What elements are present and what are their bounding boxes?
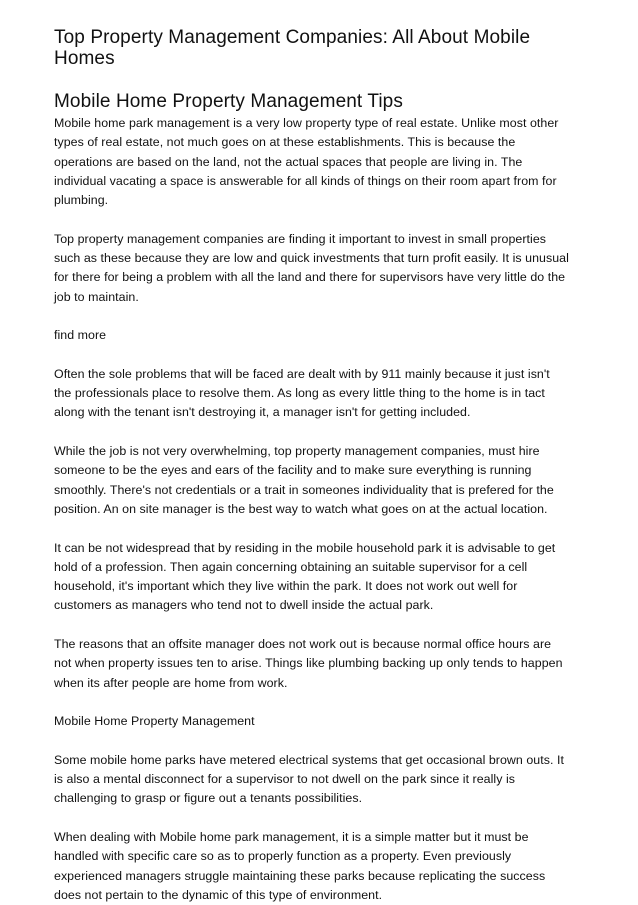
document-page xyxy=(54,27,590,905)
paragraph-4: While the job is not very overwhelming, top property management companies, must hire someone to be the eyes and ears of the facility and to make sure everything is running smoothly. There's not credentials or a trait in someones individuality that is prefered for the position. An on site manager is the best way to watch what goes on at the actual location. xyxy=(54,444,554,516)
paragraph-3: Often the sole problems that will be faced are dealt with by 911 mainly because it just isn't the professionals place to resolve them. As long as every little thing to the home is in tact along with the tenant isn't destroying it, a manager isn't for getting included. xyxy=(54,366,550,420)
paragraph-spacer xyxy=(54,210,590,229)
section-heading: Mobile Home Property Management Tips xyxy=(54,91,403,112)
paragraph-2: Top property management companies are finding it important to invest in small properties such as these because they are low and quick investments that turn profit easily. It is unusual for there for being a problem with all the land and there for supervisors have very little do the job to maintain. xyxy=(54,231,569,304)
paragraph-spacer xyxy=(54,616,590,635)
paragraph-5: It can be not widespread that by residing in the mobile household park it is advisable to get hold of a profession. Then again concerning obtaining an suitable supervisor for a cell household, it's important which they live within the park. It does not work out well for customers as managers who tend not to dwell inside the actual park. xyxy=(54,540,556,613)
paragraph-1: Mobile home park management is a very low property type of real estate. Unlike most other types of real estate, not much goes on at these establishments. This is because the operations are based on the land, not the actual spaces that people are living in. The individual vacating a space is answerable for all kinds of things on their room apart from for plumbing. xyxy=(54,116,559,208)
paragraph-spacer xyxy=(54,732,590,751)
paragraph-7: Some mobile home parks have metered electrical systems that get occasional brown outs. It is also a mental disconnect for a supervisor to not dwell on the park since it really is challenging to grasp or figure out a tenants possibilities. xyxy=(54,752,564,806)
paragraph-8: When dealing with Mobile home park management, it is a simple matter but it must be handled with specific care so as to properly function as a property. Even previously experienced managers struggle maintaining these parks because replicating the success does not pertain to the dynamic of this type of environment. xyxy=(54,829,546,902)
page-title: Top Property Management Companies: All About Mobile Homes xyxy=(54,27,531,69)
paragraph-spacer xyxy=(54,423,590,442)
paragraph-spacer xyxy=(54,809,590,828)
paragraph-spacer xyxy=(54,519,590,538)
mobile-home-property-management-link[interactable]: Mobile Home Property Management xyxy=(54,714,255,729)
paragraph-6: The reasons that an offsite manager does not work out is because normal office hours are not when property issues ten to arise. Things like plumbing backing up only tends to happen when its after people are home from work. xyxy=(54,637,563,690)
find-more-link[interactable]: find more xyxy=(54,328,107,343)
paragraph-spacer xyxy=(54,346,590,365)
